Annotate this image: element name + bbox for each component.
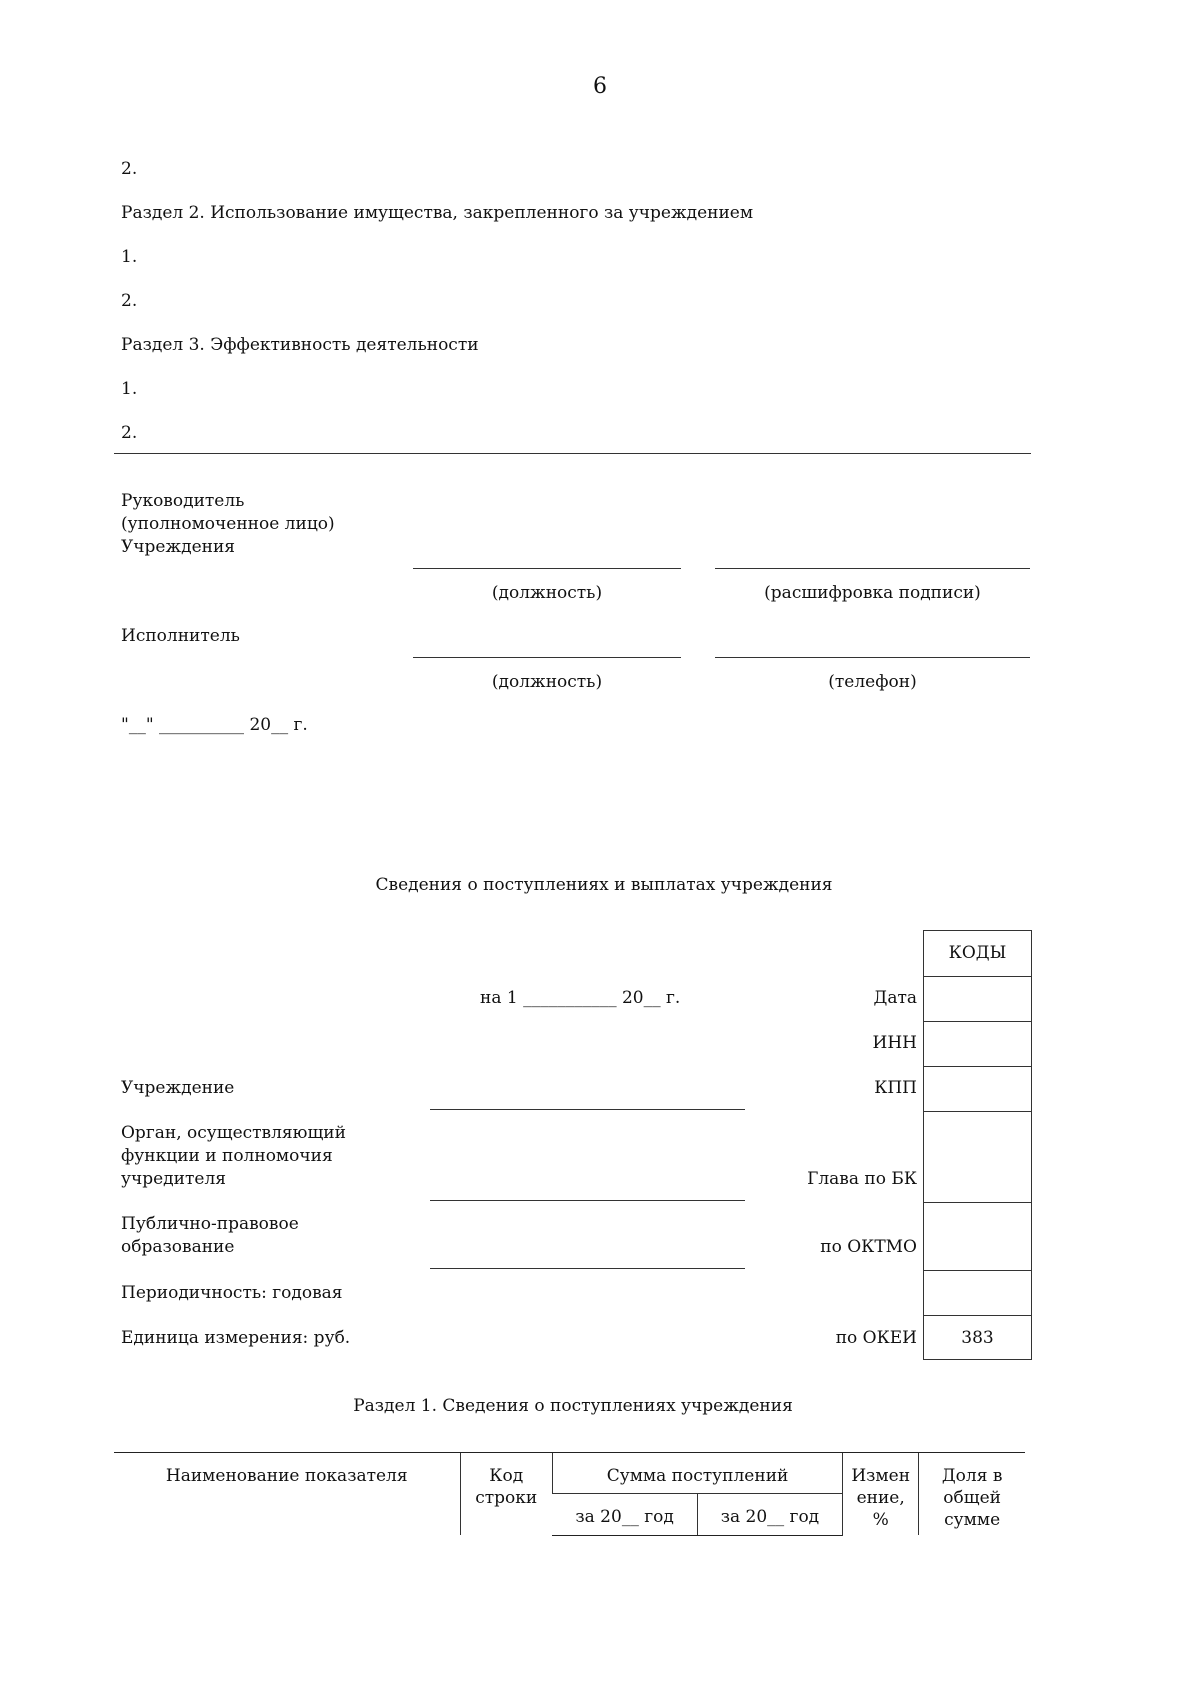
- section3-title: Раздел 3. Эффективность деятельности: [121, 335, 479, 355]
- signature-date: "__" __________ 20__ г.: [121, 715, 308, 735]
- form-title: Сведения о поступлениях и выплатах учреждения: [375, 875, 833, 895]
- institution-label: Учреждение: [121, 1078, 235, 1098]
- code-okei-value: 383: [924, 1315, 1031, 1360]
- organ-label-line: функции и полномочия: [121, 1146, 333, 1166]
- codes-header: КОДЫ: [948, 943, 1007, 963]
- organ-line: [430, 1200, 745, 1201]
- executor-label: Исполнитель: [121, 626, 240, 646]
- codes-table: [923, 930, 1032, 1360]
- executor-position-caption: (должность): [491, 672, 603, 692]
- organ-label-line: Орган, осуществляющий: [121, 1123, 346, 1143]
- col-change-header: Измен ение, %: [843, 1453, 919, 1536]
- list-item: 1.: [121, 379, 138, 399]
- institution-line: [430, 1109, 745, 1110]
- code-periodicity-cell: [924, 1270, 1031, 1315]
- head-position-line: [413, 568, 681, 569]
- section2-title: Раздел 2. Использование имущества, закрепленного за учреждением: [121, 203, 754, 223]
- page-number: 6: [593, 74, 607, 99]
- code-kpp-cell: [924, 1066, 1031, 1111]
- executor-phone-caption: (телефон): [828, 672, 917, 692]
- col-share-header: Доля в общей сумме: [919, 1453, 1025, 1536]
- public-entity-label-line: Публично-правовое: [121, 1214, 299, 1234]
- col-year2-header: за 20__ год: [697, 1494, 842, 1535]
- head-signature-line: [715, 568, 1030, 569]
- head-label-line: Учреждения: [121, 537, 236, 557]
- divider: [114, 453, 1031, 454]
- code-date-label: Дата: [873, 988, 917, 1008]
- income-table: [114, 1452, 1025, 1536]
- col-sum-header: Сумма поступлений: [552, 1453, 842, 1494]
- code-oktmo-label: по ОКТМО: [820, 1237, 917, 1257]
- form-date: на 1 ___________ 20__ г.: [480, 988, 681, 1008]
- code-glava-cell: [924, 1111, 1031, 1202]
- periodicity-label: Периодичность: годовая: [121, 1283, 343, 1303]
- public-entity-label-line: образование: [121, 1237, 235, 1257]
- code-date-cell: [924, 976, 1031, 1021]
- section1-title: Раздел 1. Сведения о поступлениях учреждения: [353, 1396, 793, 1416]
- head-label-line: (уполномоченное лицо): [121, 514, 335, 534]
- col-code-header: Код строки: [460, 1453, 552, 1536]
- code-okei-label: по ОКЕИ: [835, 1328, 917, 1348]
- list-item: 2.: [121, 423, 138, 443]
- list-item: 1.: [121, 247, 138, 267]
- head-label-line: Руководитель: [121, 491, 245, 511]
- public-entity-line: [430, 1268, 745, 1269]
- head-position-caption: (должность): [491, 583, 603, 603]
- unit-label: Единица измерения: руб.: [121, 1328, 351, 1348]
- code-oktmo-cell: [924, 1202, 1031, 1270]
- list-item: 2.: [121, 159, 138, 179]
- code-inn-cell: [924, 1021, 1031, 1066]
- organ-label-line: учредителя: [121, 1169, 226, 1189]
- col-name-header: Наименование показателя: [114, 1453, 460, 1536]
- list-item: 2.: [121, 291, 138, 311]
- code-inn-label: ИНН: [872, 1033, 917, 1053]
- head-signature-caption: (расшифровка подписи): [764, 583, 981, 603]
- executor-position-line: [413, 657, 681, 658]
- code-glava-label: Глава по БК: [807, 1169, 917, 1189]
- code-kpp-label: КПП: [874, 1078, 917, 1098]
- executor-phone-line: [715, 657, 1030, 658]
- col-year1-header: за 20__ год: [552, 1494, 697, 1535]
